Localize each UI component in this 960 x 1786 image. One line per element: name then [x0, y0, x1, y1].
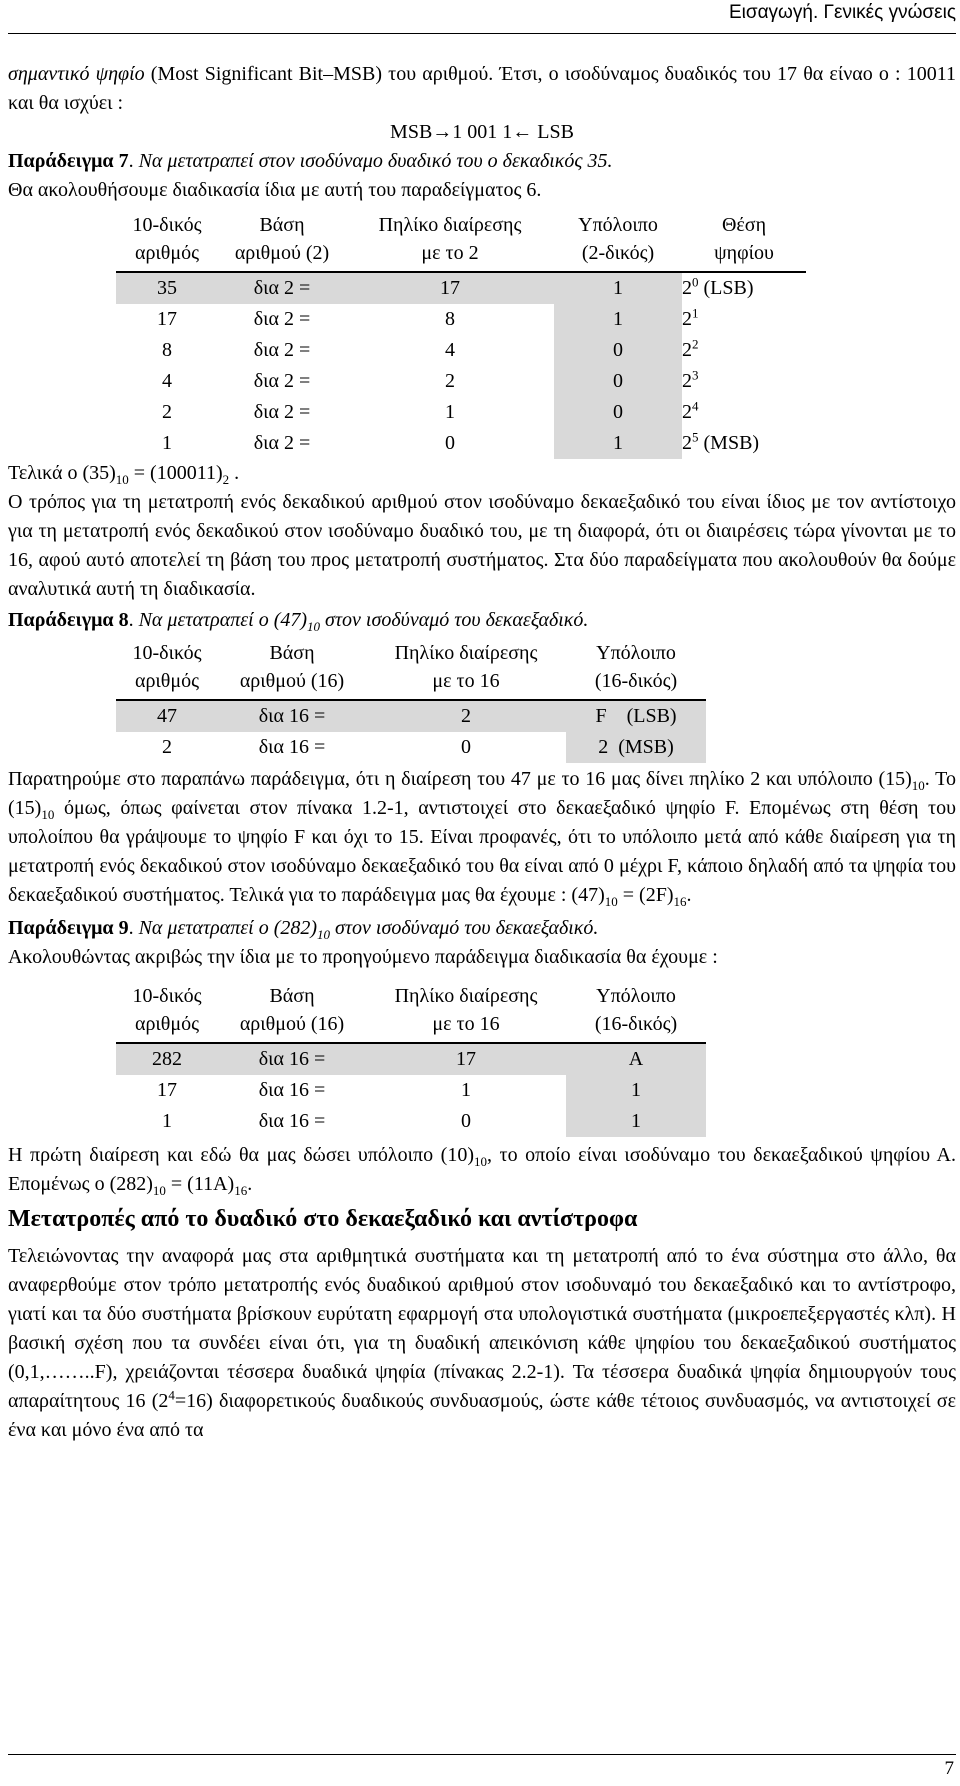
table-row: 4 δια 2 = 2 0 $2^3$ [116, 366, 806, 397]
table-header-cell: 10-δικός αριθμός [132, 985, 202, 1035]
table-header-cell: Υπόλοιπο (2-δικός) [578, 214, 658, 264]
example9-label: Παράδειγμα 9 [8, 917, 129, 939]
section-heading: Μετατροπές από το δυαδικό στο δεκαεξαδικό και αντίστροφα [8, 1206, 638, 1232]
msb-lsb-line: MSB→1 001 1← LSB [390, 121, 574, 143]
example7-table [116, 211, 806, 459]
table-header-cell: Βάση αριθμού (2) [234, 214, 330, 264]
table-row: 1 δια 16 = 0 1 [116, 1106, 706, 1137]
example7-title: Να μετατραπεί στον ισοδύναμο δυαδικό του ο δεκαδικός 35. [133, 150, 613, 172]
table-header-cell: Πηλίκο διαίρεσης με το 16 [394, 985, 538, 1035]
table-row: 17 δια 2 = 8 1 $2^1$ [116, 304, 806, 335]
example7-note: Θα ακολουθήσουμε διαδικασία ίδια με αυτή του παραδείγματος 6. [8, 179, 542, 201]
msb-term: σημαντικό ψηφίο [8, 63, 145, 85]
page-number: 7 [944, 1758, 954, 1779]
table-header-cell: Υπόλοιπο (16-δικός) [594, 985, 678, 1035]
table-header-cell: Θέση ψηφίου [714, 214, 774, 264]
example8-heading: Παράδειγμα 8. Να μετατραπεί ο $(47)_{10}$ στον ισοδύναμό του δεκαεξαδικό. [8, 609, 589, 634]
table-row: 17 δια 16 = 1 1 [116, 1075, 706, 1106]
header-divider [8, 33, 956, 34]
example7-heading: Παράδειγμα 7. Να μετατραπεί στον ισοδύναμο δυαδικό του ο δεκαδικός 35. [8, 150, 613, 172]
intro-paragraph [8, 60, 956, 118]
example9-explanation: Η πρώτη διαίρεση και εδώ θα μας δώσει υπόλοιπο $(10)_{10}$, το οποίο είναι ισοδύναμο του δεκαεξαδικού ψηφίου Α. Επομένως ο $(282)_{10} = (11A)_{16}$. [8, 1144, 956, 1198]
table-row: 2 δια 16 = 0 2 (MSB) [116, 732, 706, 763]
msb-text: (Most Significant Bit–MSB) του αριθμού. Έτσι, ο ισοδύναμος δυαδικός του 17 θα είναο ο : 10011 και θα ισχύει : [8, 63, 956, 114]
example9-table [116, 982, 706, 1137]
table-header-cell: 10-δικός αριθμός [132, 642, 202, 692]
example8-table [116, 639, 706, 763]
footer-divider [8, 1754, 956, 1755]
example7-result: Τελικά ο $(35)_{10} = (100011)_2$ . [8, 462, 240, 487]
example9-lead: Ακολουθώντας ακριβώς την ίδια με το προηγούμενο παράδειγμα διαδικασία θα έχουμε : [8, 946, 718, 968]
table-row: 8 δια 2 = 4 0 $2^2$ [116, 335, 806, 366]
example8-label: Παράδειγμα 8 [8, 609, 129, 631]
table-header-cell: Βάση αριθμού (16) [239, 642, 345, 692]
table-header-cell: Πηλίκο διαίρεσης με το 2 [378, 214, 522, 264]
section-paragraph: Τελειώνοντας την αναφορά μας στα αριθμητικά συστήματα και τη μετατροπή από το ένα σύστημα στο άλλο, θα αναφερθούμε στον τρόπο μετατροπής ενός δυαδικού αριθμού στον ισοδυναμό του δεκαεξαδικό και το αντίστροφο, γιατί και τα δύο συστήματα βρίσκουν ευρύτατη εφαρμογή στα υπολογιστικά συστήματα (μικροεπεξεργαστές κλπ). Η βασική σχέση που τα συνδέει είναι ότι, για τη δυαδική απεικόνιση κάθε ψηφίου του δεκαεξαδικού συστήματος (0,1,……..F), χρειάζονται τέσσερα δυαδικά ψηφία (πίνακας 2.2-1). Τα τέσσερα δυαδικά ψηφία δημιουργούν τους απαραίτητους 16 $(2^4=16)$ διαφορετικούς δυαδικούς συνδυασμούς, ώστε κάθε τέτοιος συνδυασμός, να αντιστοιχεί σε ένα και μόνο ένα από τα [8, 1245, 956, 1441]
page-header-title: Εισαγωγή. Γενικές γνώσεις [728, 2, 956, 23]
example8-title: Να μετατραπεί ο $(47)_{10}$ στον ισοδύναμό του δεκαεξαδικό. [133, 609, 589, 634]
example9-title: Να μετατραπεί ο $(282)_{10}$ στον ισοδύναμό του δεκαεξαδικό. [133, 917, 599, 942]
table-row: 35 δια 2 = 17 1 $2^0$ (LSB) [116, 272, 806, 304]
table-header-cell: 10-δικός αριθμός [132, 214, 202, 264]
table-header-cell: Πηλίκο διαίρεσης με το 16 [394, 642, 538, 692]
table-row: 2 δια 2 = 1 0 $2^4$ [116, 397, 806, 428]
example9-heading: Παράδειγμα 9. Να μετατραπεί ο $(282)_{10}$ στον ισοδύναμό του δεκαεξαδικό. [8, 917, 599, 942]
table-row: 1 δια 2 = 0 1 $2^5$ (MSB) [116, 428, 806, 459]
example8-explanation: Παρατηρούμε στο παραπάνω παράδειγμα, ότι η διαίρεση του 47 με το 16 μας δίνει πηλίκο 2 και υπόλοιπο $(15)_{10}$. Το $(15)_{10}$ όμως, όπως φαίνεται στον πίνακα 1.2-1, αντιστοιχεί στο δεκαεξαδικό ψηφίο F. Επομένως στη θέση του υπολοίπου θα γράψουμε το ψηφίο F και όχι το 15. Είναι προφανές, ότι το υπόλοιπο μετά από κάθε διαίρεση για τη μετατροπή ενός δεκαδικού στον ισοδύναμο δεκαεξαδικό του θα είναι από 0 μέχρι F, κάποιο δηλαδή από τα ψηφία του δεκαεξαδικού συστήματος. Τελικά για το παράδειγμα μας θα έχουμε : $(47)_{10} = (2F)_{16}$. [8, 768, 956, 909]
page-content [8, 60, 956, 1445]
table-header-cell: Υπόλοιπο (16-δικός) [594, 642, 678, 692]
table-row: 282 δια 16 = 17 A [116, 1043, 706, 1075]
table-row: 47 δια 16 = 2 F (LSB) [116, 700, 706, 732]
hex-conversion-paragraph: Ο τρόπος για τη μετατροπή ενός δεκαδικού αριθμού στον ισοδύναμο δεκαεξαδικό του είναι ίδιος με τον αντίστοιχο για τη μετατροπή ενός δεκαδικού στον ισοδύναμο δυαδικό του, με τη διαφορά, ότι οι διαιρέσεις τώρα γίνονται με το 16, αφού αυτό αποτελεί τη βάση του προς μετατροπή συστήματος. Στα δύο παραδείγματα που ακολουθούν θα δούμε αναλυτικά αυτή τη διαδικασία. [8, 491, 956, 600]
table-header-cell: Βάση αριθμού (16) [239, 985, 345, 1035]
example7-label: Παράδειγμα 7 [8, 150, 129, 172]
